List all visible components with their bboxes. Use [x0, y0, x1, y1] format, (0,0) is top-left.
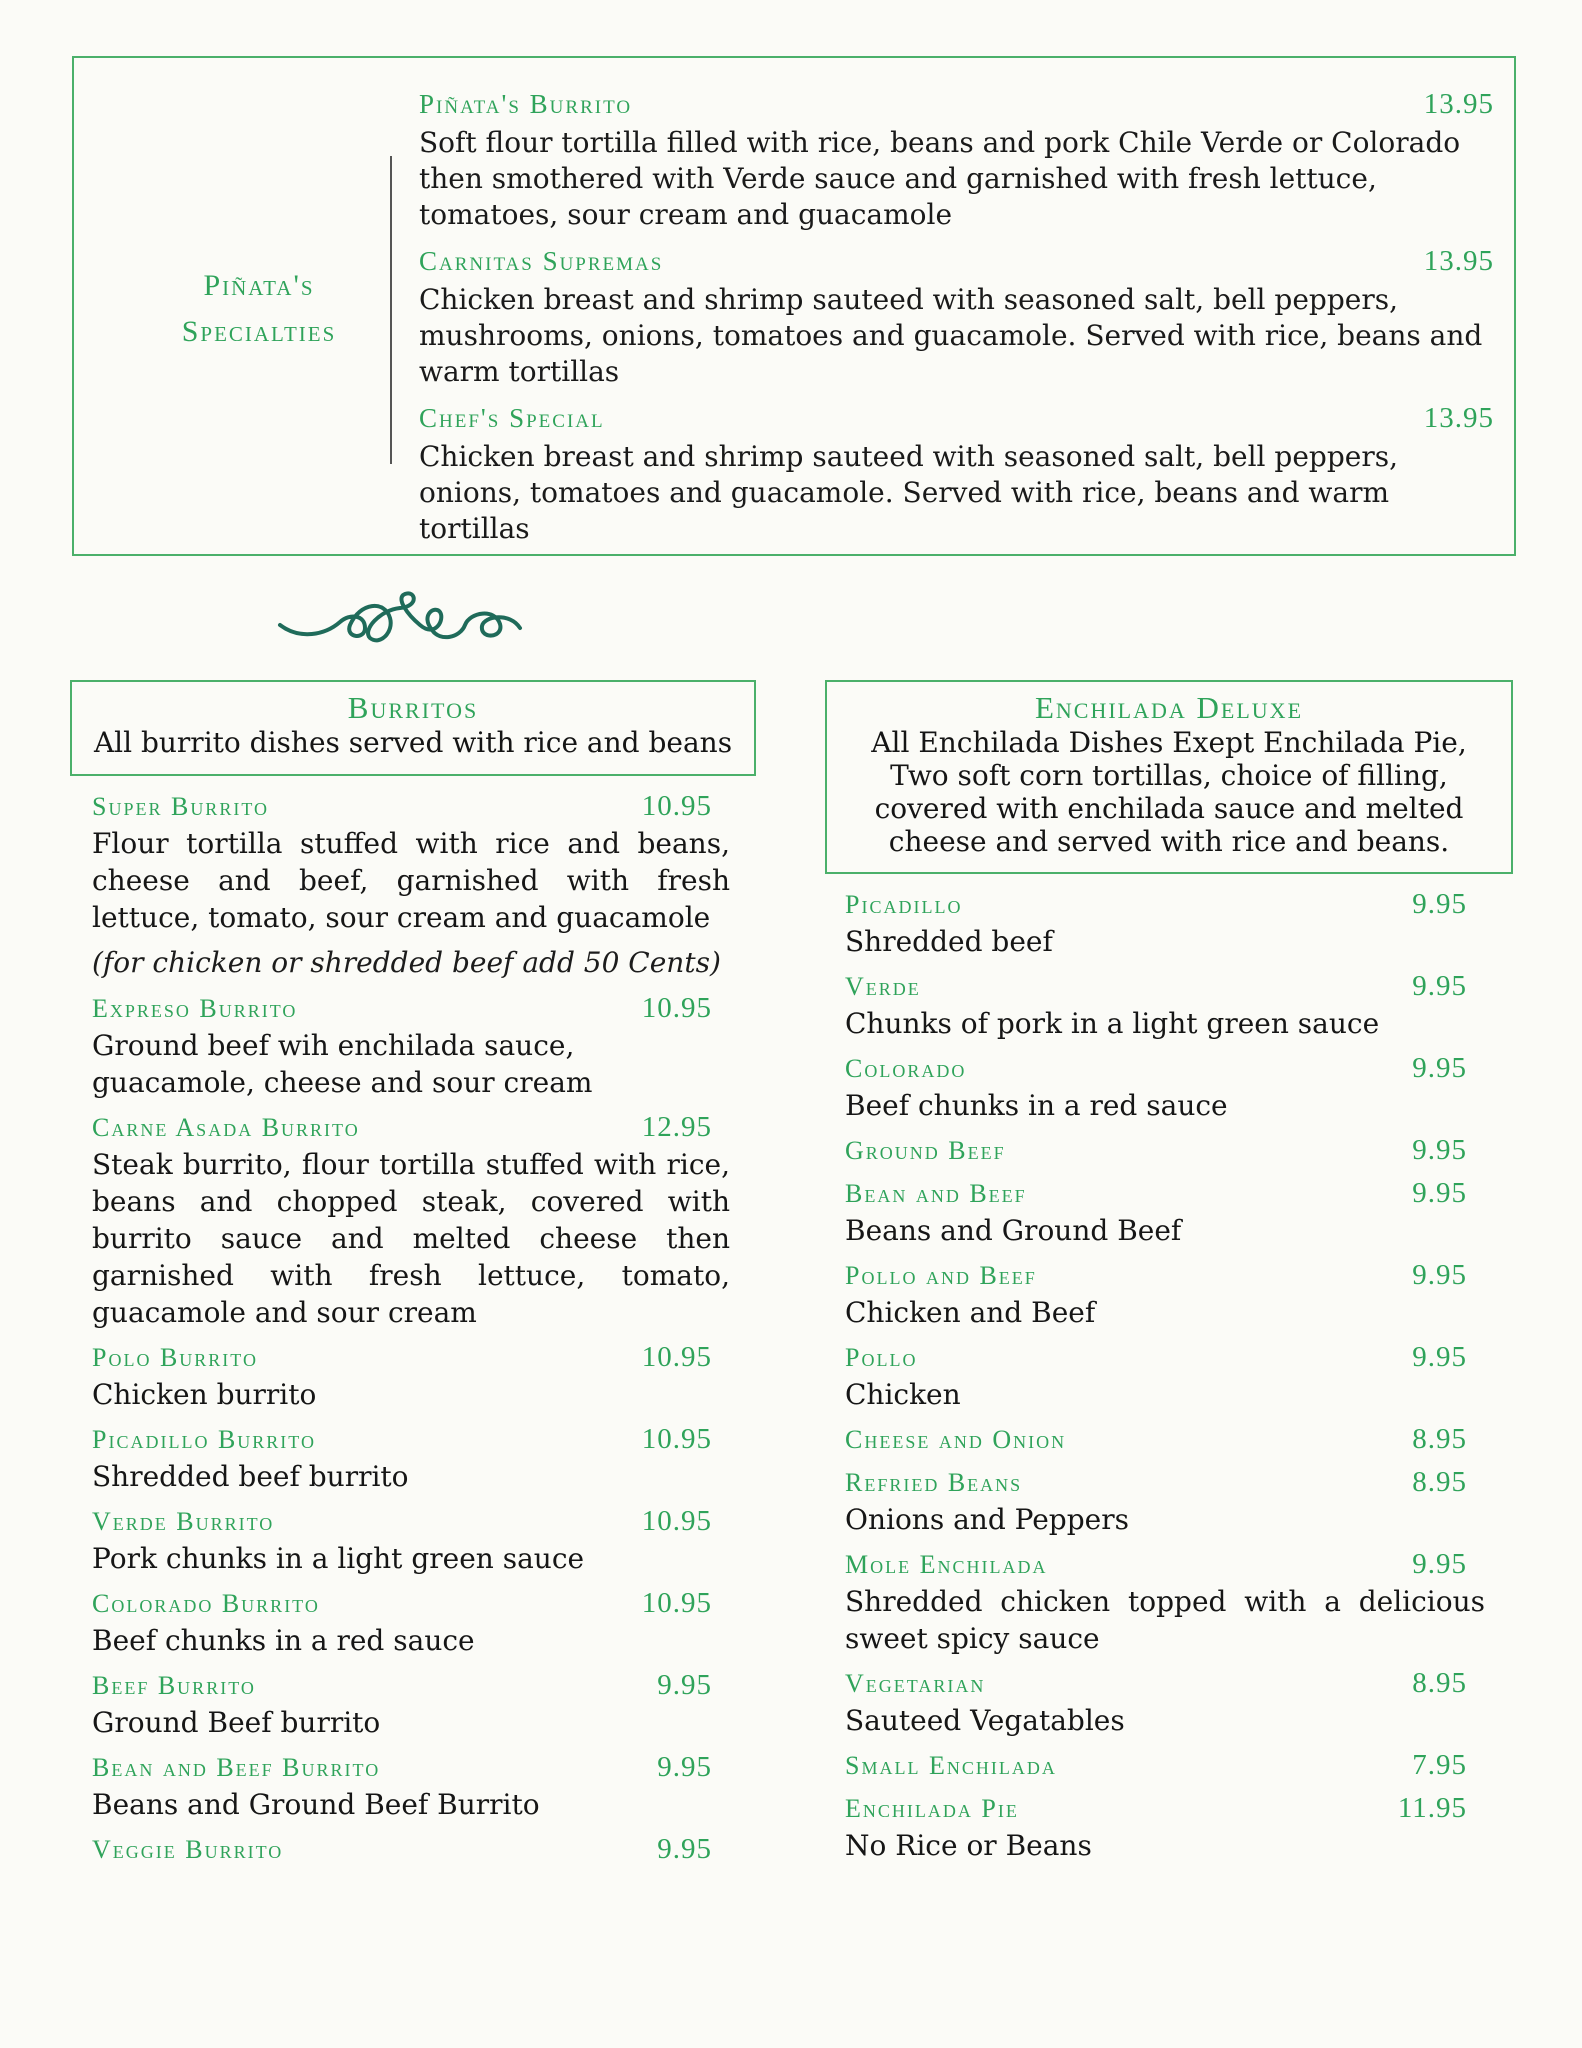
menu-item [825, 1466, 1485, 1538]
specialties-box [72, 56, 1516, 556]
menu-item [825, 1052, 1485, 1124]
item-name: Enchilada Pie [845, 1794, 1019, 1823]
specialties-label-line1: Piñata's [203, 269, 315, 302]
item-name: Polo Burrito [92, 1343, 258, 1372]
item-price: 10.95 [641, 1423, 712, 1455]
item-description: Chicken burrito [92, 1378, 317, 1411]
menu-item [70, 1587, 730, 1659]
menu-item [70, 1111, 730, 1331]
item-name: Vegetarian [845, 1669, 986, 1698]
item-name: Veggie Burrito [92, 1835, 284, 1864]
item-name: Carnitas Supremas [419, 246, 664, 276]
item-price: 8.95 [1412, 1423, 1467, 1455]
item-name: Mole Enchilada [845, 1550, 1048, 1579]
item-description: Ground Beef burrito [92, 1706, 381, 1739]
item-name: Colorado [845, 1054, 967, 1083]
menu-item [825, 1134, 1485, 1167]
item-description: Soft flour tortilla filled with rice, beans and pork Chile Verde or Colorado then smothered with Verde sauce and garnished with fresh lettuce, tomatoes, sour cream and guacamole [419, 126, 1461, 231]
item-description: Ground beef wih enchilada sauce, guacamole, cheese and sour cream [92, 1029, 593, 1099]
item-price: 11.95 [1397, 1792, 1467, 1824]
item-price: 9.95 [657, 1833, 712, 1865]
burritos-section [70, 680, 733, 1866]
specialty-item [419, 245, 1494, 390]
item-name: Cheese and Onion [845, 1425, 1067, 1454]
item-price: 9.95 [1412, 1259, 1467, 1291]
menu-item [70, 1833, 730, 1866]
menu-item [825, 1667, 1485, 1739]
menu-item [70, 992, 730, 1101]
menu-item [825, 1423, 1485, 1456]
scroll-flourish-icon [270, 580, 560, 660]
item-price: 9.95 [657, 1751, 712, 1783]
item-name: Chef's Special [419, 403, 605, 433]
section-title: Burritos [347, 690, 479, 725]
item-price: 9.95 [1412, 970, 1467, 1002]
item-description: Shredded beef burrito [92, 1460, 409, 1493]
item-name: Beef Burrito [92, 1671, 256, 1700]
menu-item [825, 888, 1485, 960]
item-name: Pollo [845, 1343, 918, 1372]
section-subtitle-line: cheese and served with rice and beans. [888, 825, 1450, 858]
item-description: Chunks of pork in a light green sauce [845, 1007, 1380, 1040]
item-description: Shredded chicken topped with a delicious sweet spicy sauce [845, 1585, 1485, 1655]
specialties-list [419, 88, 1494, 559]
menu-item [70, 790, 730, 982]
item-price: 9.95 [657, 1669, 712, 1701]
enchiladas-header [825, 680, 1513, 874]
item-name: Colorado Burrito [92, 1589, 320, 1618]
item-price: 10.95 [641, 790, 712, 822]
section-subtitle-line: covered with enchilada sauce and melted [874, 792, 1464, 825]
item-price: 13.95 [1423, 245, 1494, 277]
item-name: Expreso Burrito [92, 994, 298, 1023]
menu-item [825, 1341, 1485, 1413]
menu-item [70, 1423, 730, 1495]
item-name: Picadillo Burrito [92, 1425, 316, 1454]
item-description: Sauteed Vegatables [845, 1704, 1125, 1737]
item-name: Carne Asada Burrito [92, 1113, 360, 1142]
item-description: Beef chunks in a red sauce [845, 1089, 1228, 1122]
item-name: Verde [845, 972, 921, 1001]
menu-item [70, 1341, 730, 1413]
item-price: 9.95 [1412, 1134, 1467, 1166]
item-name: Verde Burrito [92, 1507, 275, 1536]
item-price: 13.95 [1423, 88, 1494, 120]
item-description: Onions and Peppers [845, 1503, 1129, 1536]
item-price: 13.95 [1423, 402, 1494, 434]
section-subtitle-line: All Enchilada Dishes Exept Enchilada Pie, [871, 726, 1467, 759]
item-price: 10.95 [641, 1587, 712, 1619]
menu-item [825, 1177, 1485, 1249]
item-price: 9.95 [1412, 1177, 1467, 1209]
menu-item [825, 1749, 1485, 1782]
item-price: 12.95 [641, 1111, 712, 1143]
item-name: Small Enchilada [845, 1751, 1057, 1780]
specialties-label-line2: Specialties [181, 315, 337, 348]
item-price: 9.95 [1412, 1548, 1467, 1580]
item-note: (for chicken or shredded beef add 50 Cents) [92, 946, 721, 979]
specialties-label [94, 263, 424, 355]
item-price: 9.95 [1412, 888, 1467, 920]
item-name: Bean and Beef Burrito [92, 1753, 381, 1782]
section-subtitle-line: Two soft corn tortillas, choice of filling, [890, 759, 1448, 792]
item-description: No Rice or Beans [845, 1829, 1092, 1862]
menu-item [825, 1548, 1485, 1657]
menu-item [70, 1669, 730, 1741]
item-price: 9.95 [1412, 1341, 1467, 1373]
item-description: Pork chunks in a light green sauce [92, 1542, 585, 1575]
item-name: Pollo and Beef [845, 1261, 1037, 1290]
item-description: Beans and Ground Beef Burrito [92, 1788, 540, 1821]
menu-item [70, 1751, 730, 1823]
item-name: Ground Beef [845, 1136, 1006, 1165]
item-description: Chicken breast and shrimp sauteed with seasoned salt, bell peppers, mushrooms, onions, tomatoes and guacamole. Served with rice, beans and warm tortillas [419, 283, 1483, 388]
item-description: Beef chunks in a red sauce [92, 1624, 475, 1657]
item-price: 8.95 [1412, 1667, 1467, 1699]
item-description: Shredded beef [845, 925, 1053, 958]
item-name: Bean and Beef [845, 1179, 1027, 1208]
menu-item [825, 970, 1485, 1042]
item-description: Steak burrito, flour tortilla stuffed with rice, beans and chopped steak, covered with burrito sauce and melted cheese then garnished with fresh lettuce, tomato, guacamole and sour cream [92, 1148, 730, 1329]
item-description: Chicken and Beef [845, 1296, 1096, 1329]
section-title: Enchilada Deluxe [1034, 690, 1304, 725]
section-subtitle: All burrito dishes served with rice and beans [93, 726, 733, 759]
item-price: 10.95 [641, 1505, 712, 1537]
item-description: Beans and Ground Beef [845, 1214, 1182, 1247]
specialty-item [419, 88, 1494, 233]
item-name: Super Burrito [92, 792, 269, 821]
item-price: 10.95 [641, 1341, 712, 1373]
item-name: Picadillo [845, 890, 963, 919]
enchiladas-section [825, 680, 1485, 1864]
item-description: Chicken breast and shrimp sauteed with seasoned salt, bell peppers, onions, tomatoes and guacamole. Served with rice, beans and warm tortillas [419, 440, 1398, 545]
menu-item [825, 1792, 1485, 1864]
specialty-item [419, 402, 1494, 547]
item-price: 8.95 [1412, 1466, 1467, 1498]
item-description: Chicken [845, 1378, 961, 1411]
item-name: Refried Beans [845, 1468, 1023, 1497]
item-name: Piñata's Burrito [419, 89, 633, 119]
item-price: 10.95 [641, 992, 712, 1024]
item-price: 7.95 [1412, 1749, 1467, 1781]
item-description: Flour tortilla stuffed with rice and beans, cheese and beef, garnished with fresh lettuce, tomato, sour cream and guacamole [92, 827, 730, 934]
burritos-header [70, 680, 756, 776]
menu-item [70, 1505, 730, 1577]
item-price: 9.95 [1412, 1052, 1467, 1084]
menu-item [825, 1259, 1485, 1331]
vertical-divider [390, 156, 392, 464]
